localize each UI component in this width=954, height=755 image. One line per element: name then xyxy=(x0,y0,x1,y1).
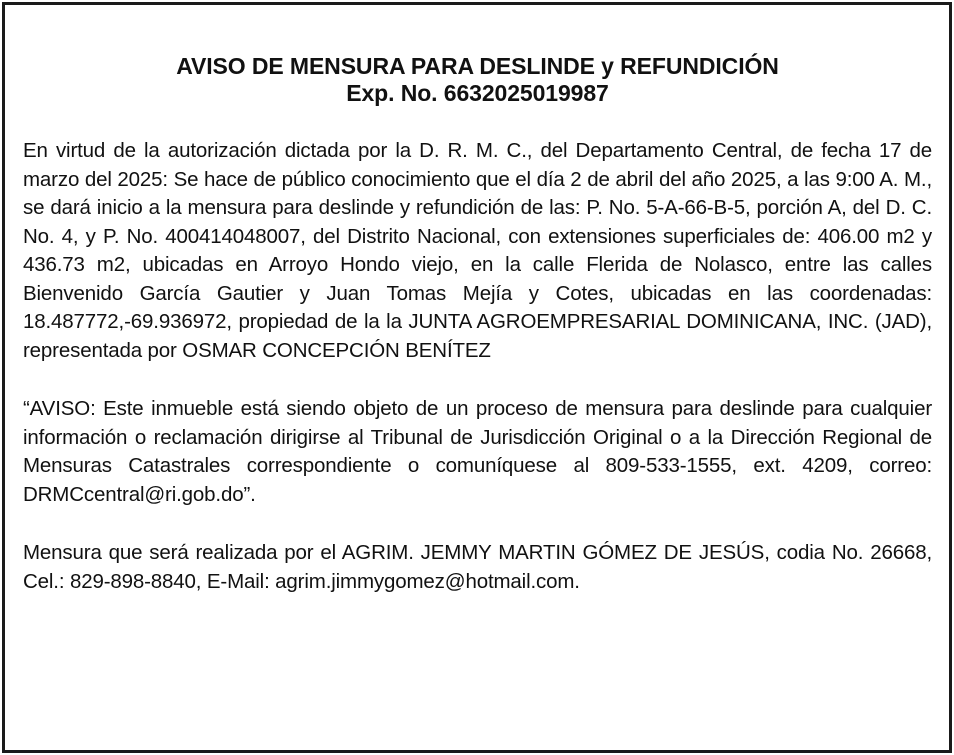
notice-frame xyxy=(2,2,952,753)
notice-file-number: Exp. No. 6632025019987 xyxy=(346,80,609,106)
notice-warning-paragraph: “AVISO: Este inmueble está siendo objeto de un proceso de mensura para deslinde para cualquier información o reclamación dirigirse al Tribunal de Jurisdicción Original o a la Dirección Regional de Mensuras Catastrales correspondiente o comuníquese al 809-533-1555, ext. 4209, correo: DRMCcentral@ri.gob.do”. xyxy=(23,397,932,506)
notice-surveyor-paragraph: Mensura que será realizada por el AGRIM. JEMMY MARTIN GÓMEZ DE JESÚS, codia No. 26668, Cel.: 829-898-8840, E-Mail: agrim.jimmygomez@hotmail.com. xyxy=(23,541,932,593)
notice-body-paragraph: En virtud de la autorización dictada por la D. R. M. C., del Departamento Central, de fecha 17 de marzo del 2025: Se hace de público conocimiento que el día 2 de abril del año 2025, a las 9:00 A. M., se dará inicio a la mensura para deslinde y refundición de las: P. No. 5-A-66-B-5, porción A, del D. C. No. 4, y P. No. 400414048007, del Distrito Nacional, con extensiones superficiales de: 406.00 m2 y 436.73 m2, ubicadas en Arroyo Hondo viejo, en la calle Flerida de Nolasco, entre las calles Bienvenido García Gautier y Juan Tomas Mejía y Cotes, ubicadas en las coordenadas: 18.487772,-69.936972, propiedad de la la JUNTA AGROEMPRESARIAL DOMINICANA, INC. (JAD), representada por OSMAR CONCEPCIÓN BENÍTEZ xyxy=(23,139,932,362)
notice-title xyxy=(23,53,932,107)
notice-title-main: AVISO DE MENSURA PARA DESLINDE y REFUNDICIÓN xyxy=(176,53,779,79)
notice-content xyxy=(23,53,932,596)
